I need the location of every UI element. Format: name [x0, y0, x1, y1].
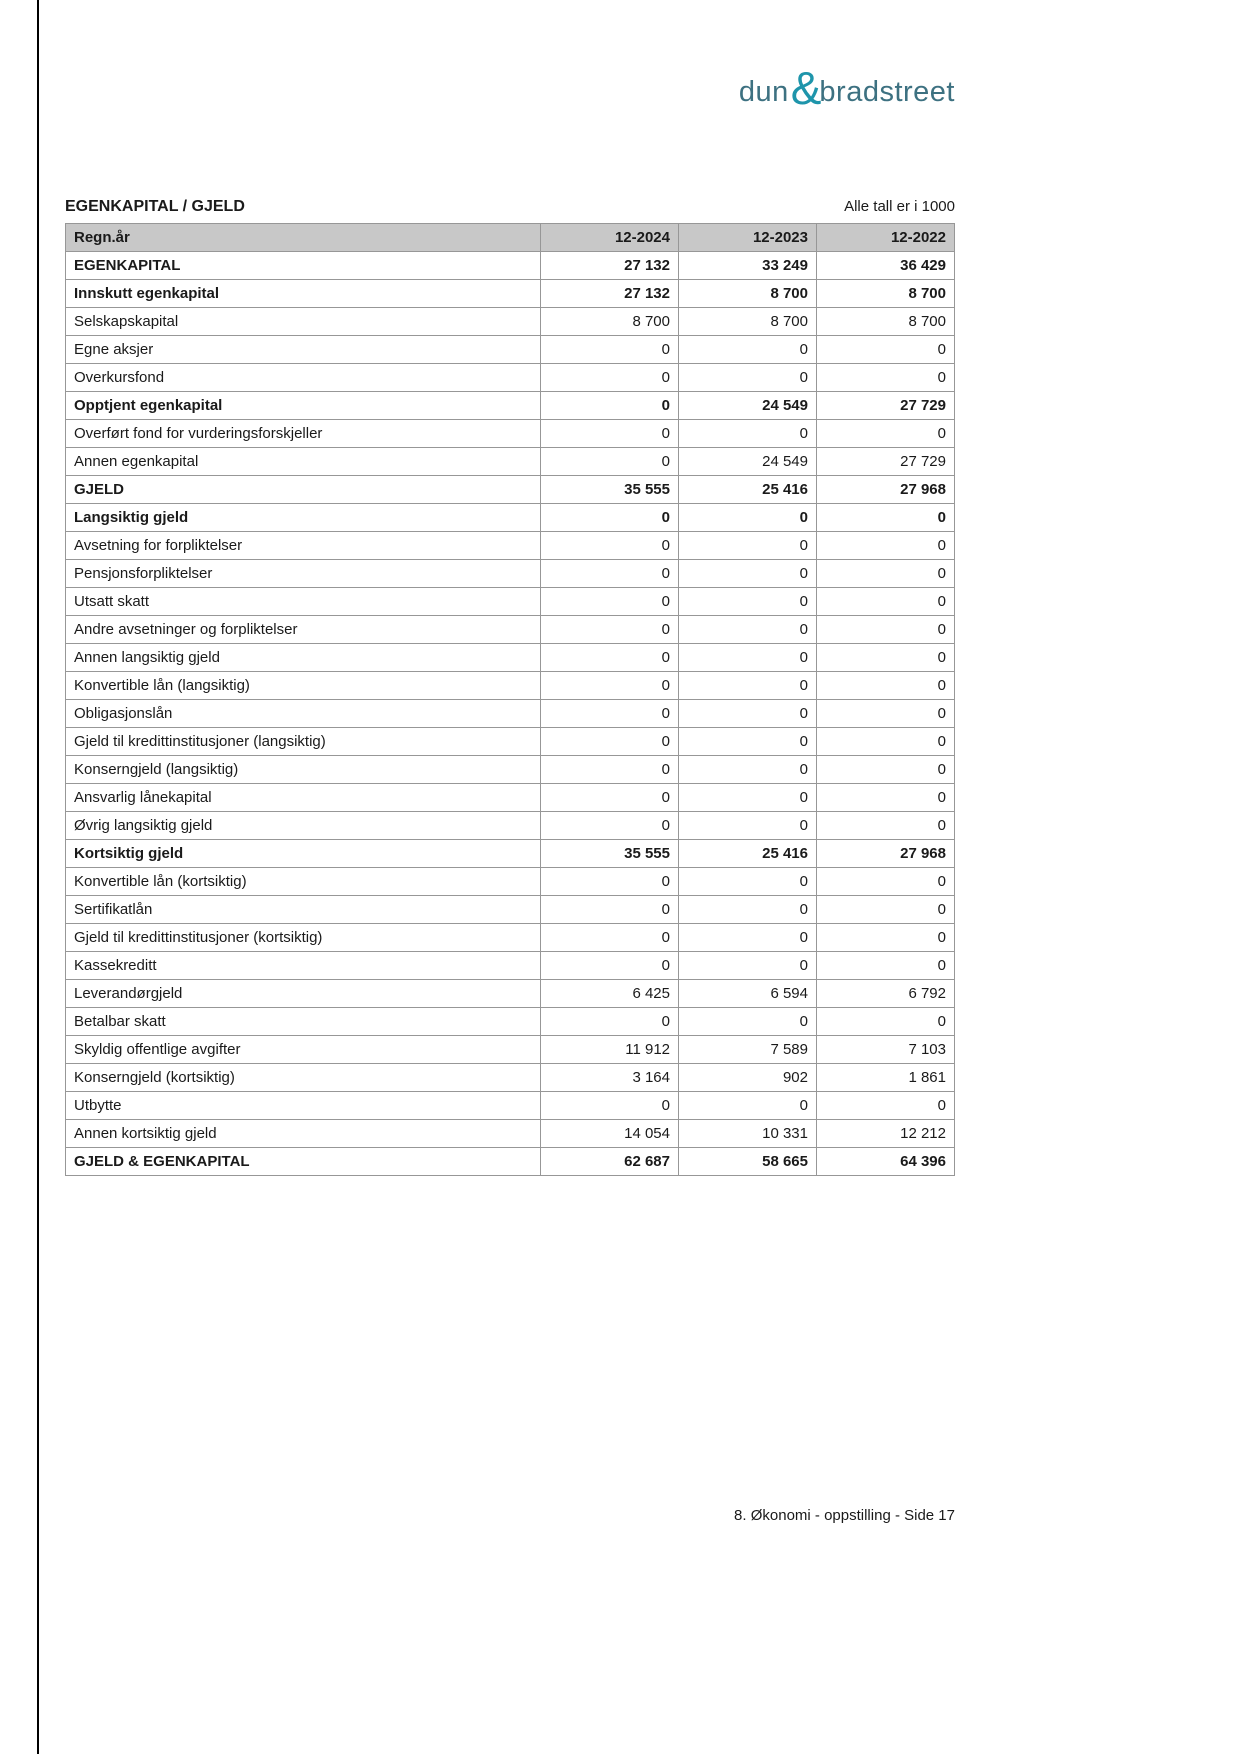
row-value: 1 861 [817, 1064, 955, 1092]
row-label: Øvrig langsiktig gjeld [66, 812, 541, 840]
column-header-regnar: Regn.år [66, 224, 541, 252]
row-value: 24 549 [679, 392, 817, 420]
row-label: Betalbar skatt [66, 1008, 541, 1036]
table-row [66, 700, 955, 728]
row-value: 0 [541, 1008, 679, 1036]
row-value: 0 [541, 336, 679, 364]
column-header-2023: 12-2023 [679, 224, 817, 252]
row-value: 8 700 [679, 280, 817, 308]
row-value: 0 [679, 756, 817, 784]
row-value: 0 [679, 924, 817, 952]
row-value: 0 [679, 532, 817, 560]
row-value: 0 [541, 812, 679, 840]
row-label: Overført fond for vurderingsforskjeller [66, 420, 541, 448]
balance-sheet-table [65, 223, 955, 1176]
row-label: Annen kortsiktig gjeld [66, 1120, 541, 1148]
row-label: Kortsiktig gjeld [66, 840, 541, 868]
report-content [65, 198, 955, 1176]
row-value: 0 [679, 560, 817, 588]
row-value: 0 [679, 868, 817, 896]
row-label: Opptjent egenkapital [66, 392, 541, 420]
row-label: GJELD & EGENKAPITAL [66, 1148, 541, 1176]
table-row [66, 1008, 955, 1036]
row-value: 12 212 [817, 1120, 955, 1148]
page-title: EGENKAPITAL / GJELD [65, 198, 245, 215]
table-row [66, 420, 955, 448]
row-value: 8 700 [679, 308, 817, 336]
row-value: 0 [541, 896, 679, 924]
row-label: Konvertible lån (langsiktig) [66, 672, 541, 700]
row-value: 0 [817, 756, 955, 784]
table-row [66, 308, 955, 336]
row-value: 0 [817, 812, 955, 840]
title-bar [65, 198, 955, 216]
row-value: 0 [817, 644, 955, 672]
row-label: Annen langsiktig gjeld [66, 644, 541, 672]
row-value: 0 [679, 728, 817, 756]
row-value: 0 [817, 1008, 955, 1036]
row-value: 0 [679, 420, 817, 448]
page-footer: 8. Økonomi - oppstilling - Side 17 [734, 1507, 955, 1524]
row-value: 0 [541, 700, 679, 728]
balance-table-body [66, 252, 955, 1176]
row-value: 0 [679, 504, 817, 532]
row-value: 8 700 [817, 280, 955, 308]
row-value: 36 429 [817, 252, 955, 280]
row-value: 0 [817, 728, 955, 756]
row-value: 0 [679, 588, 817, 616]
table-row [66, 952, 955, 980]
table-row [66, 980, 955, 1008]
row-label: Konserngjeld (kortsiktig) [66, 1064, 541, 1092]
row-value: 0 [817, 364, 955, 392]
row-value: 7 103 [817, 1036, 955, 1064]
dun-bradstreet-logo [738, 62, 955, 114]
row-value: 0 [679, 812, 817, 840]
row-value: 0 [817, 784, 955, 812]
ampersand-logo-mark: & [790, 62, 822, 114]
row-label: Leverandørgjeld [66, 980, 541, 1008]
row-value: 0 [679, 616, 817, 644]
row-value: 0 [679, 896, 817, 924]
table-row [66, 868, 955, 896]
row-label: Langsiktig gjeld [66, 504, 541, 532]
row-value: 25 416 [679, 476, 817, 504]
row-value: 27 968 [817, 840, 955, 868]
row-value: 0 [541, 952, 679, 980]
row-value: 58 665 [679, 1148, 817, 1176]
row-label: Avsetning for forpliktelser [66, 532, 541, 560]
row-value: 0 [541, 364, 679, 392]
row-value: 6 425 [541, 980, 679, 1008]
row-value: 0 [679, 364, 817, 392]
row-label: Egne aksjer [66, 336, 541, 364]
table-row [66, 644, 955, 672]
row-label: GJELD [66, 476, 541, 504]
row-value: 35 555 [541, 476, 679, 504]
row-label: Innskutt egenkapital [66, 280, 541, 308]
row-value: 27 132 [541, 252, 679, 280]
row-value: 27 729 [817, 392, 955, 420]
row-label: Ansvarlig lånekapital [66, 784, 541, 812]
table-row [66, 504, 955, 532]
row-value: 0 [817, 504, 955, 532]
row-value: 0 [541, 728, 679, 756]
row-value: 0 [541, 924, 679, 952]
row-value: 0 [817, 560, 955, 588]
table-row [66, 448, 955, 476]
row-value: 0 [541, 644, 679, 672]
table-row [66, 532, 955, 560]
row-value: 0 [679, 700, 817, 728]
table-row [66, 784, 955, 812]
row-label: Pensjonsforpliktelser [66, 560, 541, 588]
row-value: 0 [541, 672, 679, 700]
row-label: Konserngjeld (langsiktig) [66, 756, 541, 784]
row-value: 0 [679, 1092, 817, 1120]
logo-text-dun: dun [738, 76, 789, 108]
row-label: Kassekreditt [66, 952, 541, 980]
row-value: 0 [817, 588, 955, 616]
row-value: 27 729 [817, 448, 955, 476]
row-value: 0 [817, 616, 955, 644]
row-value: 0 [541, 588, 679, 616]
unit-note: Alle tall er i 1000 [844, 198, 955, 215]
row-value: 0 [541, 448, 679, 476]
column-header-2022: 12-2022 [817, 224, 955, 252]
row-value: 0 [541, 868, 679, 896]
table-row [66, 280, 955, 308]
row-value: 64 396 [817, 1148, 955, 1176]
table-row [66, 560, 955, 588]
row-value: 0 [817, 1092, 955, 1120]
row-value: 0 [541, 504, 679, 532]
row-value: 27 968 [817, 476, 955, 504]
row-label: Annen egenkapital [66, 448, 541, 476]
row-value: 0 [679, 1008, 817, 1036]
row-label: Gjeld til kredittinstitusjoner (langsiktig) [66, 728, 541, 756]
table-row [66, 616, 955, 644]
row-value: 0 [679, 952, 817, 980]
row-value: 0 [679, 672, 817, 700]
row-label: Overkursfond [66, 364, 541, 392]
row-value: 0 [541, 756, 679, 784]
table-row [66, 672, 955, 700]
row-value: 6 792 [817, 980, 955, 1008]
row-value: 8 700 [541, 308, 679, 336]
table-row [66, 1036, 955, 1064]
row-value: 11 912 [541, 1036, 679, 1064]
row-value: 14 054 [541, 1120, 679, 1148]
row-label: Selskapskapital [66, 308, 541, 336]
row-value: 0 [541, 532, 679, 560]
row-value: 0 [541, 1092, 679, 1120]
row-value: 33 249 [679, 252, 817, 280]
row-label: Obligasjonslån [66, 700, 541, 728]
page-left-border-line [37, 0, 39, 1754]
row-value: 35 555 [541, 840, 679, 868]
row-label: Utsatt skatt [66, 588, 541, 616]
row-label: Skyldig offentlige avgifter [66, 1036, 541, 1064]
row-value: 0 [817, 700, 955, 728]
row-value: 10 331 [679, 1120, 817, 1148]
row-value: 7 589 [679, 1036, 817, 1064]
table-row [66, 1148, 955, 1176]
table-row [66, 1064, 955, 1092]
row-value: 0 [541, 616, 679, 644]
row-value: 24 549 [679, 448, 817, 476]
table-row [66, 924, 955, 952]
table-row [66, 364, 955, 392]
row-value: 0 [679, 336, 817, 364]
table-row [66, 336, 955, 364]
row-value: 0 [817, 532, 955, 560]
row-value: 0 [817, 672, 955, 700]
row-label: Andre avsetninger og forpliktelser [66, 616, 541, 644]
table-row [66, 896, 955, 924]
row-value: 0 [679, 784, 817, 812]
table-row [66, 1120, 955, 1148]
row-value: 0 [679, 644, 817, 672]
row-value: 0 [817, 924, 955, 952]
logo-text-bradstreet: bradstreet [819, 76, 955, 108]
row-value: 25 416 [679, 840, 817, 868]
column-header-2024: 12-2024 [541, 224, 679, 252]
row-value: 902 [679, 1064, 817, 1092]
row-label: Gjeld til kredittinstitusjoner (kortsiktig) [66, 924, 541, 952]
row-value: 0 [817, 952, 955, 980]
table-row [66, 588, 955, 616]
row-label: EGENKAPITAL [66, 252, 541, 280]
row-value: 0 [817, 896, 955, 924]
row-label: Konvertible lån (kortsiktig) [66, 868, 541, 896]
row-value: 27 132 [541, 280, 679, 308]
row-value: 0 [817, 336, 955, 364]
row-value: 0 [541, 784, 679, 812]
table-row [66, 812, 955, 840]
table-header-row [66, 224, 955, 252]
row-value: 3 164 [541, 1064, 679, 1092]
table-row [66, 1092, 955, 1120]
row-value: 0 [541, 560, 679, 588]
row-value: 0 [817, 868, 955, 896]
table-row [66, 252, 955, 280]
table-row [66, 728, 955, 756]
row-label: Utbytte [66, 1092, 541, 1120]
row-value: 8 700 [817, 308, 955, 336]
table-row [66, 840, 955, 868]
row-value: 0 [541, 392, 679, 420]
row-value: 0 [541, 420, 679, 448]
row-value: 62 687 [541, 1148, 679, 1176]
row-label: Sertifikatlån [66, 896, 541, 924]
table-row [66, 756, 955, 784]
table-row [66, 476, 955, 504]
row-value: 6 594 [679, 980, 817, 1008]
row-value: 0 [817, 420, 955, 448]
table-row [66, 392, 955, 420]
